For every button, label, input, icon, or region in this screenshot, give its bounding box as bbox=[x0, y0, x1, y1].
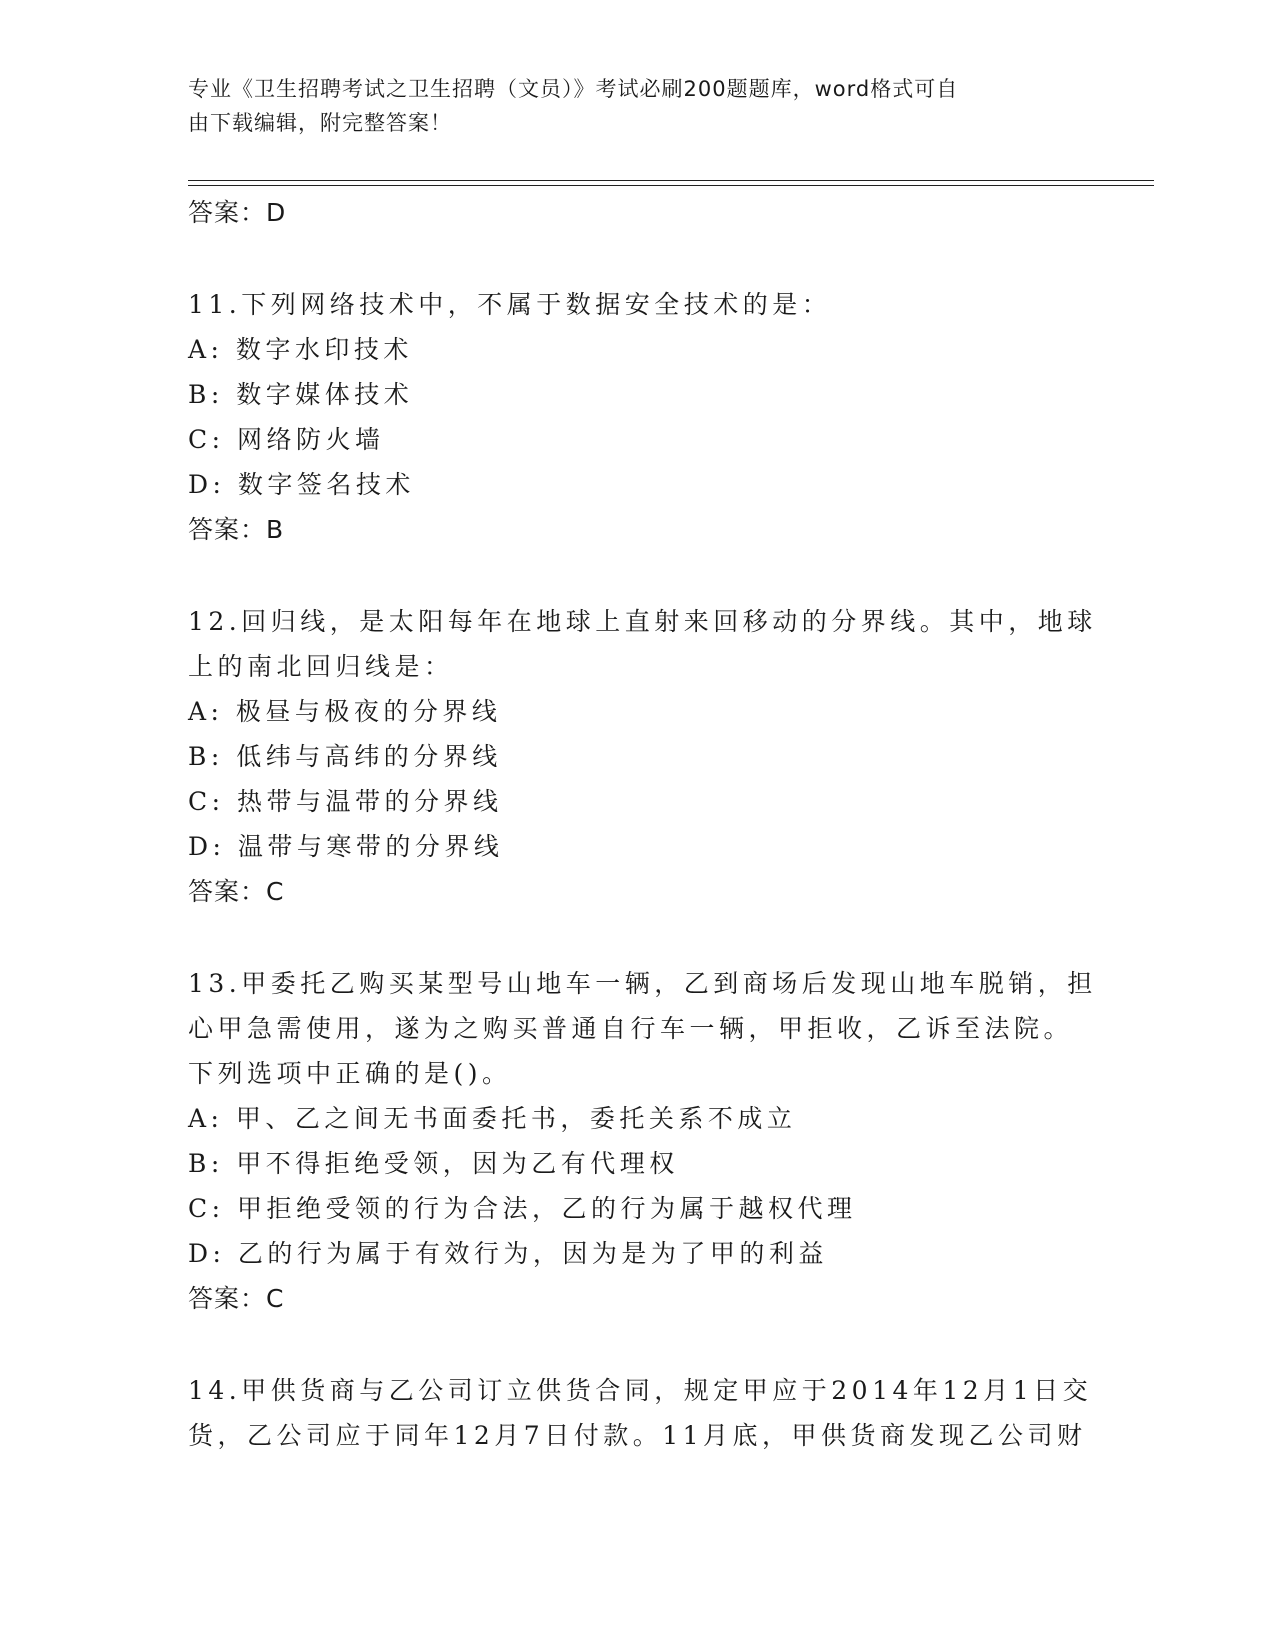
question-stem: 13.甲委托乙购买某型号山地车一辆，乙到商场后发现山地车脱销，担 bbox=[188, 969, 1097, 998]
question-11 bbox=[188, 282, 1088, 552]
option-b: B: 甲不得拒绝受领，因为乙有代理权 bbox=[188, 1149, 679, 1178]
question-stem: 12.回归线，是太阳每年在地球上直射来回移动的分界线。其中，地球 bbox=[188, 607, 1097, 636]
question-stem-cont: 上的南北回归线是： bbox=[188, 652, 454, 681]
document-header bbox=[188, 72, 1068, 140]
answer-q11: 答案：B bbox=[188, 515, 285, 544]
answer-q12: 答案：C bbox=[188, 877, 285, 906]
header-divider-top bbox=[188, 180, 1154, 181]
option-a: A: 数字水印技术 bbox=[188, 335, 413, 364]
question-stem: 14.甲供货商与乙公司订立供货合同，规定甲应于2014年12月1日交 bbox=[188, 1376, 1093, 1405]
header-line-1: 专业《卫生招聘考试之卫生招聘（文员）》考试必刷200题题库，word格式可自 bbox=[188, 77, 959, 101]
answer-q13: 答案：C bbox=[188, 1284, 285, 1313]
question-stem-cont: 心甲急需使用，遂为之购买普通自行车一辆，甲拒收，乙诉至法院。 bbox=[188, 1014, 1074, 1043]
option-d: D: 乙的行为属于有效行为，因为是为了甲的利益 bbox=[188, 1239, 828, 1268]
question-14 bbox=[188, 1368, 1093, 1458]
option-c: C: 网络防火墙 bbox=[188, 425, 385, 454]
document-body bbox=[188, 190, 1097, 1458]
option-b: B: 数字媒体技术 bbox=[188, 380, 414, 409]
option-a: A: 极昼与极夜的分界线 bbox=[188, 697, 502, 726]
question-13 bbox=[188, 961, 1097, 1321]
header-divider-bottom bbox=[188, 185, 1154, 186]
question-stem: 11.下列网络技术中，不属于数据安全技术的是： bbox=[188, 290, 832, 319]
question-stem-cont: 下列选项中正确的是()。 bbox=[188, 1059, 512, 1088]
option-d: D: 温带与寒带的分界线 bbox=[188, 832, 504, 861]
option-c: C: 热带与温带的分界线 bbox=[188, 787, 503, 816]
header-line-2: 由下载编辑，附完整答案！ bbox=[188, 111, 452, 135]
question-12 bbox=[188, 599, 1097, 914]
answer-q10: 答案：D bbox=[188, 198, 287, 227]
option-d: D: 数字签名技术 bbox=[188, 470, 415, 499]
question-stem-cont: 货，乙公司应于同年12月7日付款。11月底，甲供货商发现乙公司财 bbox=[188, 1421, 1087, 1450]
option-a: A: 甲、乙之间无书面委托书，委托关系不成立 bbox=[188, 1104, 797, 1133]
option-c: C: 甲拒绝受领的行为合法，乙的行为属于越权代理 bbox=[188, 1194, 857, 1223]
option-b: B: 低纬与高纬的分界线 bbox=[188, 742, 502, 771]
